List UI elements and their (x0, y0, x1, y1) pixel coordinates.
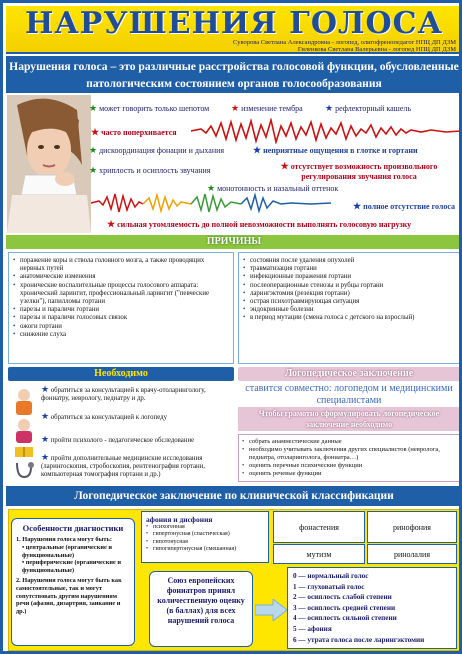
list-item: • гипертонусная (спастическая) (146, 531, 264, 538)
union-box (149, 571, 253, 647)
list-item: • хронические воспалительные процессы голосового аппарата: хронический ларингит, профессиональный ларингит ("певческие узелки"), папилломы гортани (13, 282, 229, 307)
conclusion-list-panel (238, 434, 460, 482)
star-icon: ★ (253, 145, 262, 155)
rinolalia-box (367, 544, 457, 564)
symptom-fatigue (107, 219, 411, 230)
list-item: • поражение коры и ствола головного мозга, а также проводящих нервных путей (13, 257, 229, 273)
conclusion-header: Логопедическое заключение (284, 368, 414, 379)
poster-title: НАРУШЕНИЯ ГОЛОСА (25, 6, 443, 41)
star-icon: ★ (207, 183, 216, 193)
symptom-label: изменение тембра (241, 104, 303, 113)
list-item: 2. Нарушения голоса могут быть как самостоятельные, так и могут сопутствовать другим нарушениям речи (афазия, дизартрия, заикание и др.) (16, 576, 122, 616)
list-item (41, 412, 233, 422)
symptom-aphonia (353, 201, 455, 212)
mutism-box (273, 544, 365, 564)
symptom-label: рефлекторный кашель (335, 104, 412, 113)
union-label: Союз европейских фониатров принял количественную оценку (в баллах) для всех нарушений голоса (157, 576, 245, 625)
list-item (41, 453, 233, 480)
list-item: • гипогипертонусная (смешанная) (146, 546, 264, 553)
aphonia-title: афония и дисфония (146, 515, 213, 524)
star-icon: ★ (41, 384, 50, 394)
list-item: • в период мутации (смена голоса с детского на взрослый) (243, 314, 455, 322)
symptom-label: может говорить только шепотом (99, 104, 210, 113)
stethoscope-icon (17, 462, 34, 477)
rhinophonia-label: ринофония (393, 522, 431, 532)
list-item: • эндокринные болезни (243, 306, 455, 314)
list-item (41, 435, 233, 445)
list-item: • парезы и параличи голосовых связок (13, 314, 229, 322)
scale-box (287, 567, 457, 649)
author-1: Суворова Светлана Александровна - логопед, олигофренопедагог НПЦ ДП ДЗМ (233, 39, 456, 46)
list-item: • оценить речевые функции (242, 470, 456, 478)
list-item-label: центральные (органические и функциональные) (22, 543, 112, 559)
star-icon: ★ (89, 103, 98, 113)
title-band (6, 6, 462, 54)
scale-item: 4 — осиплость сильной степени (293, 614, 397, 623)
star-icon: ★ (325, 103, 334, 113)
teacher-icon (16, 419, 32, 443)
symptom-label: хриплость и осиплость звучания (99, 166, 211, 175)
necessary-icons (9, 387, 39, 483)
list-item: • парезы и параличи гортани (13, 306, 229, 314)
list-item-label: обратиться за консультацией к логопеду (50, 414, 167, 422)
scale-item: 3 — осиплость средней степени (293, 603, 396, 612)
causes-header: ПРИЧИНЫ (206, 236, 262, 247)
conclusion-sub: Чтобы грамотно сформулировать логопедическое заключение необходимо (258, 409, 440, 429)
list-item: • инфекционные поражения гортани (243, 273, 455, 281)
symptom-discoordination (89, 145, 224, 156)
list-item: • необходимо учитывать заключения других специалистов (невролога, педиатра, отоларинголога, фониатра…) (242, 446, 456, 462)
sound-wave-red (191, 118, 461, 144)
conclusion-list (242, 438, 456, 478)
star-icon: ★ (280, 161, 289, 171)
authors (233, 39, 456, 53)
star-icon: ★ (107, 219, 116, 229)
phonasthenia-box (273, 511, 365, 543)
symptom-no-regulation (261, 161, 457, 182)
star-icon: ★ (41, 411, 50, 422)
list-item-label: периферические (органические и функциональные) (22, 559, 121, 575)
scale-item: 5 — афония (293, 624, 332, 633)
features-list (16, 536, 130, 616)
list-item: • послеоперационные стенозы и рубцы гортани (243, 282, 455, 290)
arrow-right-icon (255, 599, 287, 621)
list-item: • травматизация гортани (243, 265, 455, 273)
list-item-label: пройти психолого - педагогическое обследование (50, 436, 195, 444)
star-icon: ★ (89, 165, 98, 175)
star-icon: ★ (41, 433, 50, 444)
symptom-hoarseness (89, 165, 211, 176)
sound-wave-multicolor (91, 191, 331, 215)
causes-right-list (243, 257, 455, 323)
symptom-label: часто поперхивается (101, 128, 177, 137)
star-icon: ★ (231, 103, 240, 113)
scale-item: 2 — осиплость слабой степени (293, 593, 392, 602)
patient-photo (7, 95, 91, 233)
star-icon: ★ (41, 451, 50, 462)
aphonia-box (141, 511, 269, 563)
list-item: • снижение слуха (13, 331, 229, 339)
symptom-cough (325, 103, 411, 114)
author-2: Гиленкова Светлана Валерьевна - логопед НПЦ ДП ДЗМ (297, 46, 456, 53)
symptom-choking (91, 127, 177, 138)
phonasthenia-label: фонастения (299, 522, 339, 532)
list-item (41, 385, 233, 403)
list-item: • центральные (органические и функциональные) (22, 543, 112, 559)
list-item: • собрать анамнестические данные (242, 438, 456, 446)
star-icon: ★ (91, 127, 100, 137)
list-item: • психогенная (146, 524, 264, 531)
features-title: Особенности диагностики (22, 523, 124, 533)
rhinophonia-box (367, 511, 457, 543)
list-item-label: обратиться за консультацией к врачу-отоларингологу, фониатру, неврологу, педиатру и др. (41, 387, 206, 403)
star-icon: ★ (353, 201, 362, 211)
list-item: • ларингэктомия (резекция гортани) (243, 290, 455, 298)
symptom-label: сильная утомляемость до полной невозможности выполнять голосовую нагрузку (117, 220, 412, 229)
list-item-label: пройти дополнительные медицинские исследования (ларингоскопия, стробоскопия, рентгенография гортани, компьютерная томография гортани и др.) (41, 454, 205, 479)
symptom-timbre (231, 103, 303, 114)
features-panel (11, 518, 135, 646)
symptom-whisper (89, 103, 209, 114)
definition: Нарушения голоса – это различные расстройства голосовой функции, обусловленные патологическим состоянием органов голосообразования (6, 56, 462, 93)
star-icon: ★ (89, 145, 98, 155)
causes-right-panel (238, 252, 460, 364)
book-icon (15, 447, 33, 457)
symptom-label: неприятные ощущения в глотке и гортани (263, 146, 418, 155)
necessary-header: Необходимо (94, 368, 148, 379)
list-item: • оценить перечные психические функции (242, 462, 456, 470)
symptom-discomfort (253, 145, 418, 156)
list-item: • гипотонусная (146, 539, 264, 546)
list-item: 1. Нарушения голоса могут быть: (16, 536, 112, 543)
causes-left-panel (8, 252, 234, 364)
mutism-label: мутизм (306, 549, 332, 559)
list-item: • ожоги гортани (13, 323, 229, 331)
causes-left-list (13, 257, 229, 339)
list-item: • острая психотравмирующая ситуация (243, 298, 455, 306)
symptom-label: полное отсутствие голоса (363, 202, 456, 211)
list-item: • состояния после удаления опухолей (243, 257, 455, 265)
symptom-label: отсутствует возможность произвольного регулирования звучания голоса (290, 162, 438, 181)
doctor-icon (16, 389, 32, 415)
aphonia-list (146, 524, 264, 554)
list-item: • периферические (органические и функциональные) (22, 559, 121, 575)
symptom-label: монотонность и назальный оттенок (217, 184, 339, 193)
scale-item: 6 — утрата голоса после ларингэктомии (293, 635, 425, 644)
conclusion-text: ставится совместно: логопедом и медицинскими специалистами (245, 383, 453, 406)
scale-item: 1 — глуховатый голос (293, 582, 365, 591)
classification-header: Логопедическое заключение по клинической классификации (74, 490, 394, 502)
list-item: • анатомические изменения (13, 273, 229, 281)
symptom-label: дискоординация фонации и дыхания (99, 146, 225, 155)
scale-item: 0 — нормальный голос (293, 572, 369, 580)
rinolalia-label: ринолалия (393, 549, 431, 559)
necessary-list (41, 385, 233, 479)
